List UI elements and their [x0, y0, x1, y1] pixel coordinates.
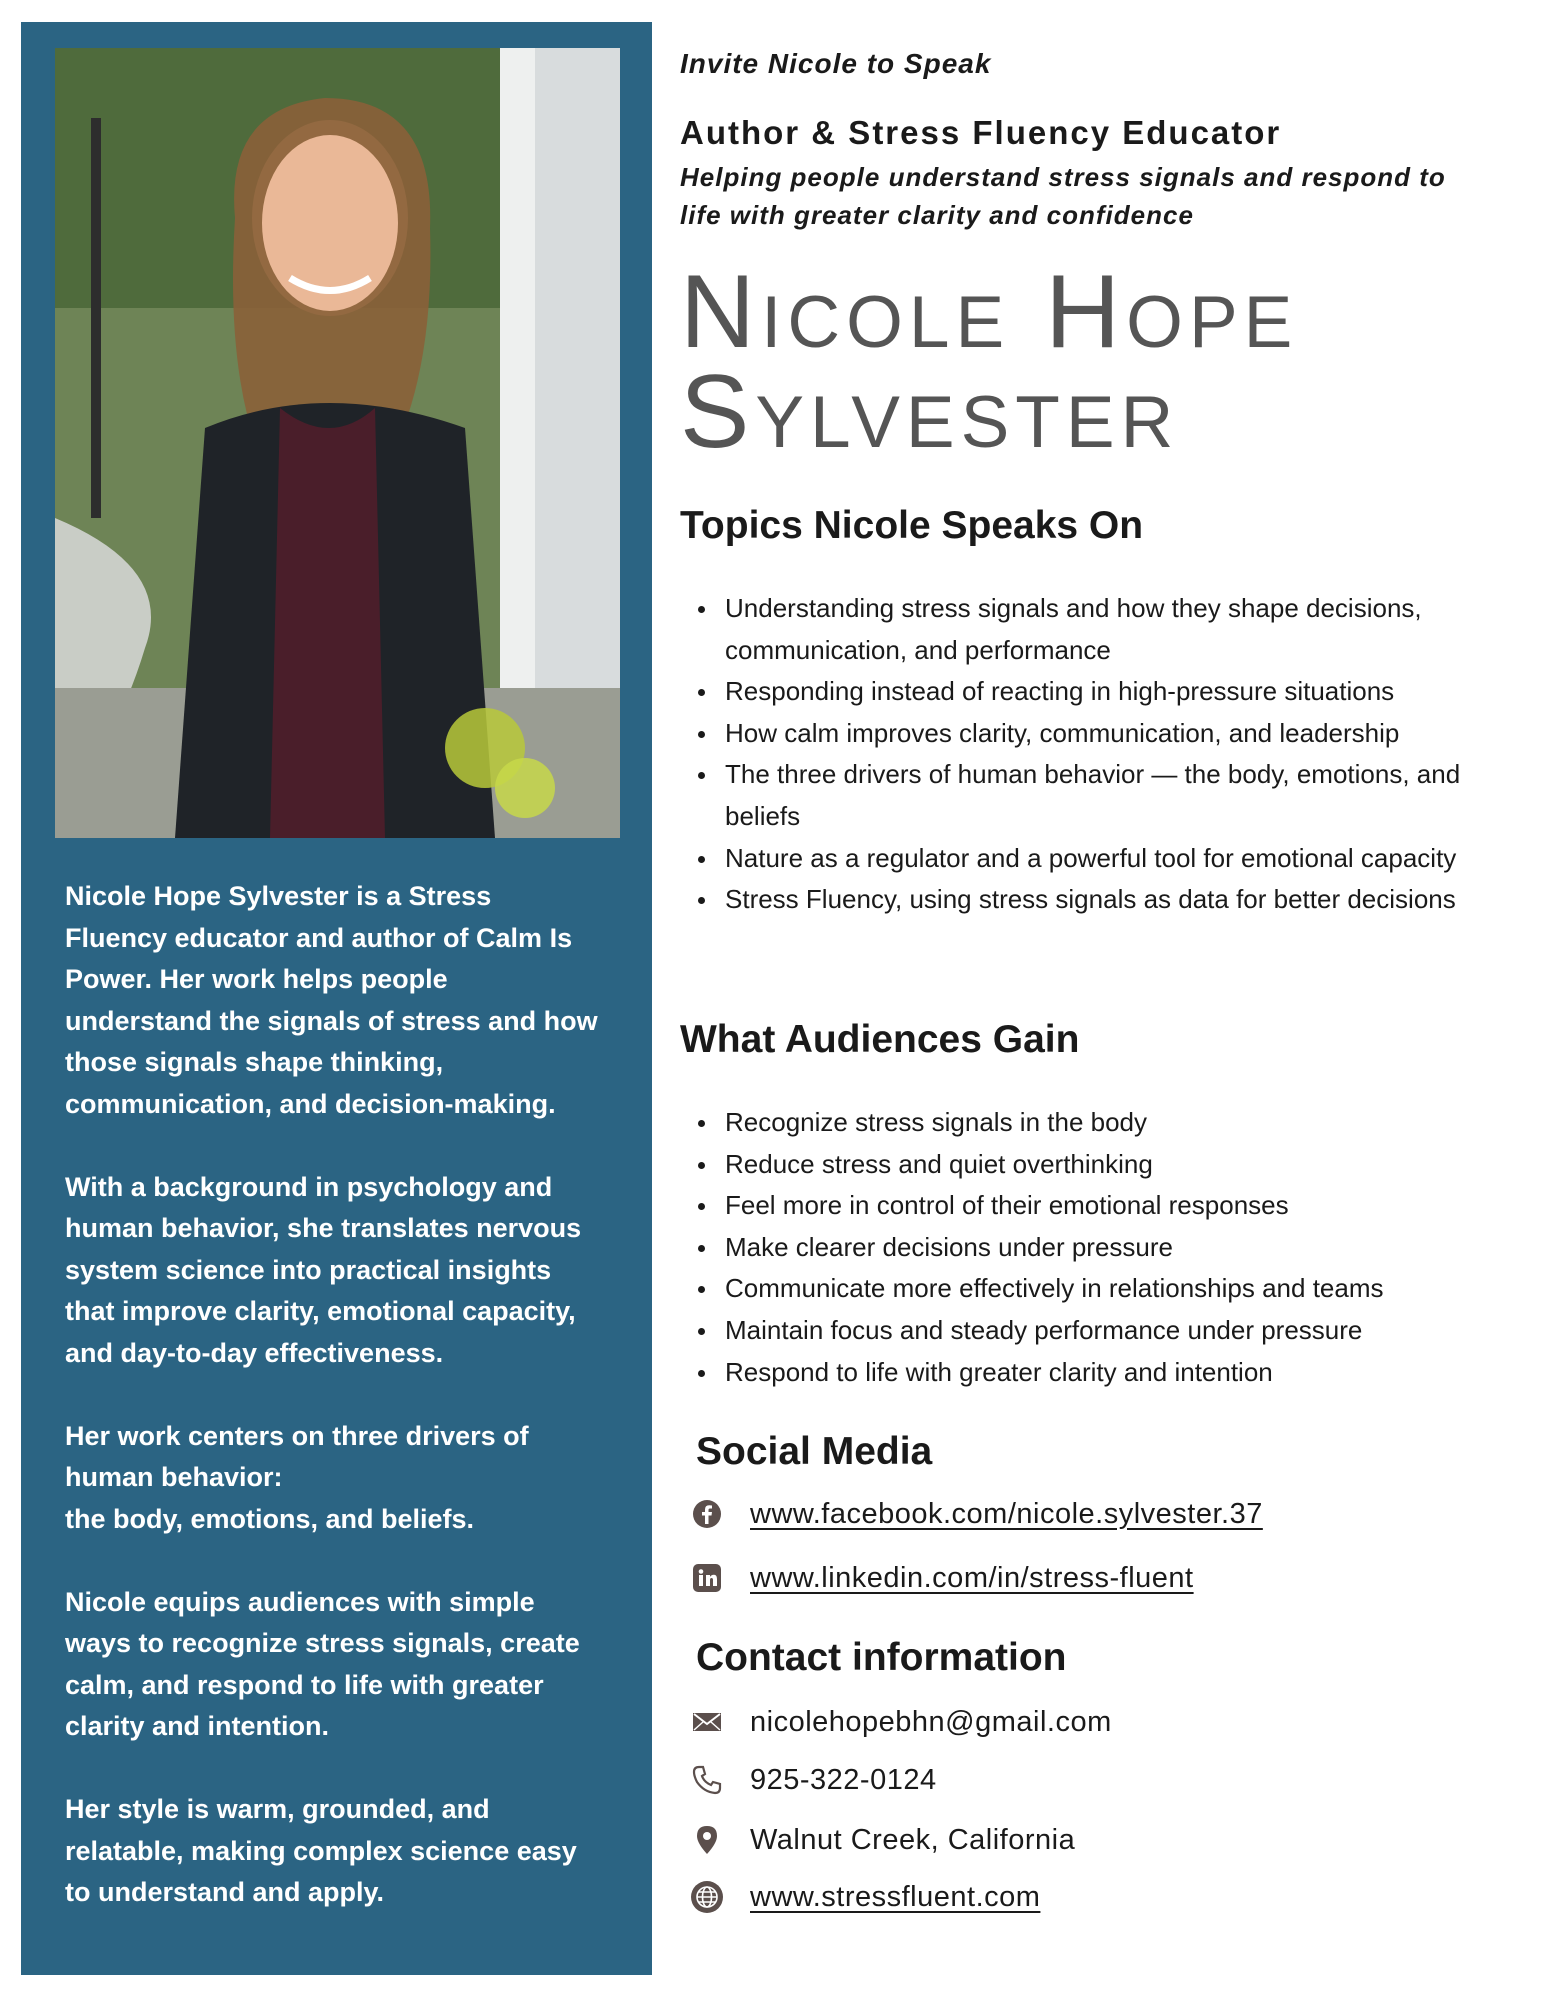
facebook-icon: [690, 1497, 724, 1531]
location-row: [680, 1820, 1075, 1860]
topics-heading: Topics Nicole Speaks On: [680, 504, 1144, 547]
bio-text: [65, 876, 635, 1955]
website-row: [680, 1877, 1040, 1917]
linkedin-icon: [690, 1561, 724, 1595]
list-item: Stress Fluency, using stress signals as data for better decisions: [725, 879, 1515, 921]
speaker-name: [680, 254, 1299, 470]
gains-list: [680, 1102, 1515, 1393]
facebook-row: [680, 1494, 1263, 1534]
list-item: Recognize stress signals in the body: [725, 1102, 1515, 1144]
list-item: Maintain focus and steady performance under pressure: [725, 1310, 1515, 1352]
bio-paragraph: Nicole Hope Sylvester is a Stress Fluency educator and author of Calm Is Power. Her work helps people understand the signals of stress and how those signals shape thinking, communication, and decision-making.: [65, 881, 598, 1119]
list-item: Understanding stress signals and how they shape decisions, communication, and performance: [725, 588, 1515, 671]
linkedin-link[interactable]: www.linkedin.com/in/stress-fluent: [750, 1561, 1194, 1594]
topics-list: [680, 588, 1515, 921]
invite-heading: Invite Nicole to Speak: [680, 48, 992, 79]
website-link[interactable]: www.stressfluent.com: [750, 1880, 1041, 1913]
gains-heading: What Audiences Gain: [680, 1018, 1080, 1061]
facebook-link[interactable]: www.facebook.com/nicole.sylvester.37: [750, 1497, 1263, 1530]
list-item: Responding instead of reacting in high-pressure situations: [725, 671, 1515, 713]
email-address[interactable]: nicolehopebhn@gmail.com: [750, 1705, 1112, 1738]
portrait-photo: [55, 48, 620, 838]
location-pin-icon: [690, 1823, 724, 1857]
list-item: The three drivers of human behavior — the body, emotions, and beliefs: [725, 754, 1515, 837]
location-text: Walnut Creek, California: [750, 1823, 1076, 1856]
portrait-illustration: [55, 48, 620, 838]
bio-paragraph: With a background in psychology and human behavior, she translates nervous system science into practical insights that improve clarity, emotional capacity, and day-to-day effectiveness.: [65, 1171, 582, 1368]
tagline: Helping people understand stress signals and respond to life with greater clarity and confidence: [680, 162, 1446, 230]
list-item: Respond to life with greater clarity and intention: [725, 1352, 1515, 1394]
globe-icon: [690, 1880, 724, 1914]
bio-paragraph: Her style is warm, grounded, and relatable, making complex science easy to understand and apply.: [65, 1794, 577, 1907]
bio-paragraph: Nicole equips audiences with simple ways to recognize stress signals, create calm, and respond to life with greater clarity and intention.: [65, 1586, 580, 1741]
list-item: Feel more in control of their emotional responses: [725, 1185, 1515, 1227]
contact-heading: Contact information: [696, 1636, 1067, 1679]
mail-icon: [690, 1705, 724, 1739]
role-title: Author & Stress Fluency Educator: [680, 114, 1282, 151]
list-item: Reduce stress and quiet overthinking: [725, 1144, 1515, 1186]
phone-row: [680, 1760, 937, 1800]
phone-number[interactable]: 925-322-0124: [750, 1763, 937, 1796]
name-line-1: Nicole Hope: [680, 254, 1299, 370]
list-item: Nature as a regulator and a powerful tool for emotional capacity: [725, 838, 1515, 880]
phone-icon: [690, 1763, 724, 1797]
list-item: Communicate more effectively in relationships and teams: [725, 1268, 1515, 1310]
name-line-2: Sylvester: [680, 354, 1180, 470]
bio-sidebar: [21, 22, 652, 1975]
social-heading: Social Media: [696, 1430, 933, 1473]
bio-paragraph: Her work centers on three drivers of human behavior: the body, emotions, and beliefs.: [65, 1420, 529, 1534]
linkedin-row: [680, 1558, 1194, 1598]
list-item: Make clearer decisions under pressure: [725, 1227, 1515, 1269]
list-item: How calm improves clarity, communication, and leadership: [725, 713, 1515, 755]
email-row: [680, 1702, 1112, 1742]
